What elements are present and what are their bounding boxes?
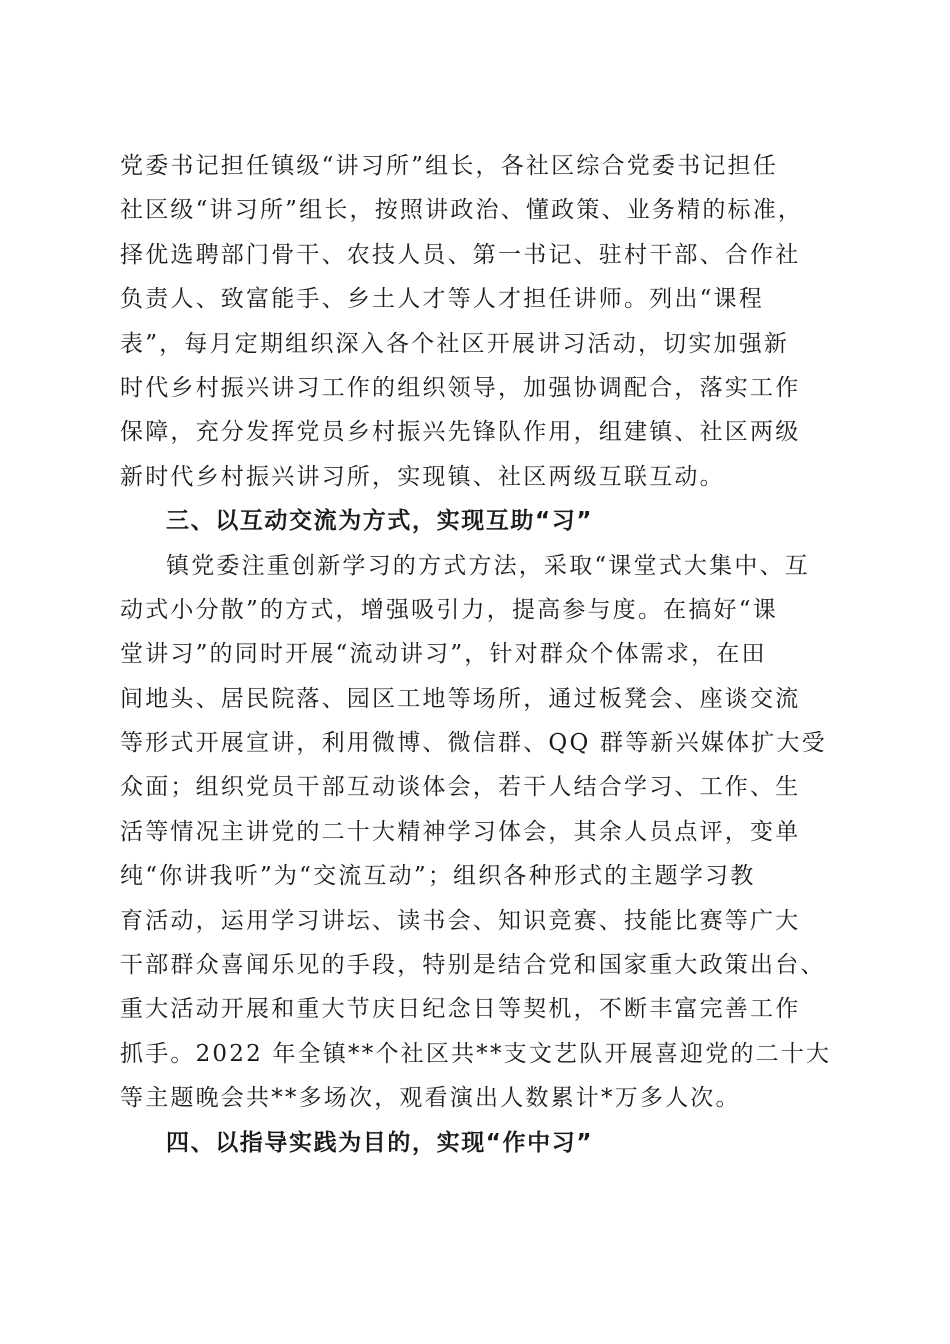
paragraph-line: 众面；组织党员干部互动谈体会，若干人结合学习、工作、生 (120, 774, 801, 801)
paragraph-line: 育活动，运用学习讲坛、读书会、知识竞赛、技能比赛等广大 (120, 907, 801, 934)
paragraph-line: 时代乡村振兴讲习工作的组织领导，加强协调配合，落实工作 (120, 374, 801, 401)
paragraph-line: 社区级“讲习所”组长，按照讲政治、懂政策、业务精的标准， (120, 197, 804, 224)
paragraph-line: 干部群众喜闻乐见的手段，特别是结合党和国家重大政策出台、 (120, 952, 826, 979)
paragraph-line: 堂讲习”的同时开展“流动讲习”，针对群众个体需求，在田 (120, 641, 767, 668)
paragraph-line: 纯“你讲我听”为“交流互动”；组织各种形式的主题学习教 (120, 863, 756, 890)
paragraph-line: 负责人、致富能手、乡土人才等人才担任讲师。列出“课程 (120, 286, 764, 313)
paragraph-line: 择优选聘部门骨干、农技人员、第一书记、驻村干部、合作社 (120, 241, 801, 268)
paragraph-line: 等形式开展宣讲，利用微博、微信群、QQ 群等新兴媒体扩大受 (120, 730, 827, 757)
paragraph-line: 活等情况主讲党的二十大精神学习体会，其余人员点评，变单 (120, 818, 801, 845)
paragraph-line: 镇党委注重创新学习的方式方法，采取“课堂式大集中、互 (166, 552, 810, 579)
paragraph-line: 重大活动开展和重大节庆日纪念日等契机，不断丰富完善工作 (120, 996, 801, 1023)
section-heading-4: 四、以指导实践为目的，实现“作中习” (166, 1129, 594, 1156)
paragraph-line: 保障，充分发挥党员乡村振兴先锋队作用，组建镇、社区两级 (120, 419, 801, 446)
section-heading-3: 三、以互动交流为方式，实现互助“习” (166, 508, 594, 535)
paragraph-line: 新时代乡村振兴讲习所，实现镇、社区两级互联互动。 (120, 463, 725, 490)
paragraph-line: 党委书记担任镇级“讲习所”组长，各社区综合党委书记担任 (120, 153, 778, 179)
paragraph-line: 间地头、居民院落、园区工地等场所，通过板凳会、座谈交流 (120, 685, 801, 712)
document-body (120, 144, 830, 1165)
paragraph-line: 表”，每月定期组织深入各个社区开展讲习活动，切实加强新 (120, 330, 790, 357)
paragraph-line: 动式小分散”的方式，增强吸引力，提高参与度。在搞好“课 (120, 596, 778, 623)
paragraph-line: 等主题晚会共**多场次，观看演出人数累计*万多人次。 (120, 1085, 741, 1112)
paragraph-line: 抓手。2022 年全镇**个社区共**支文艺队开展喜迎党的二十大 (120, 1040, 832, 1067)
